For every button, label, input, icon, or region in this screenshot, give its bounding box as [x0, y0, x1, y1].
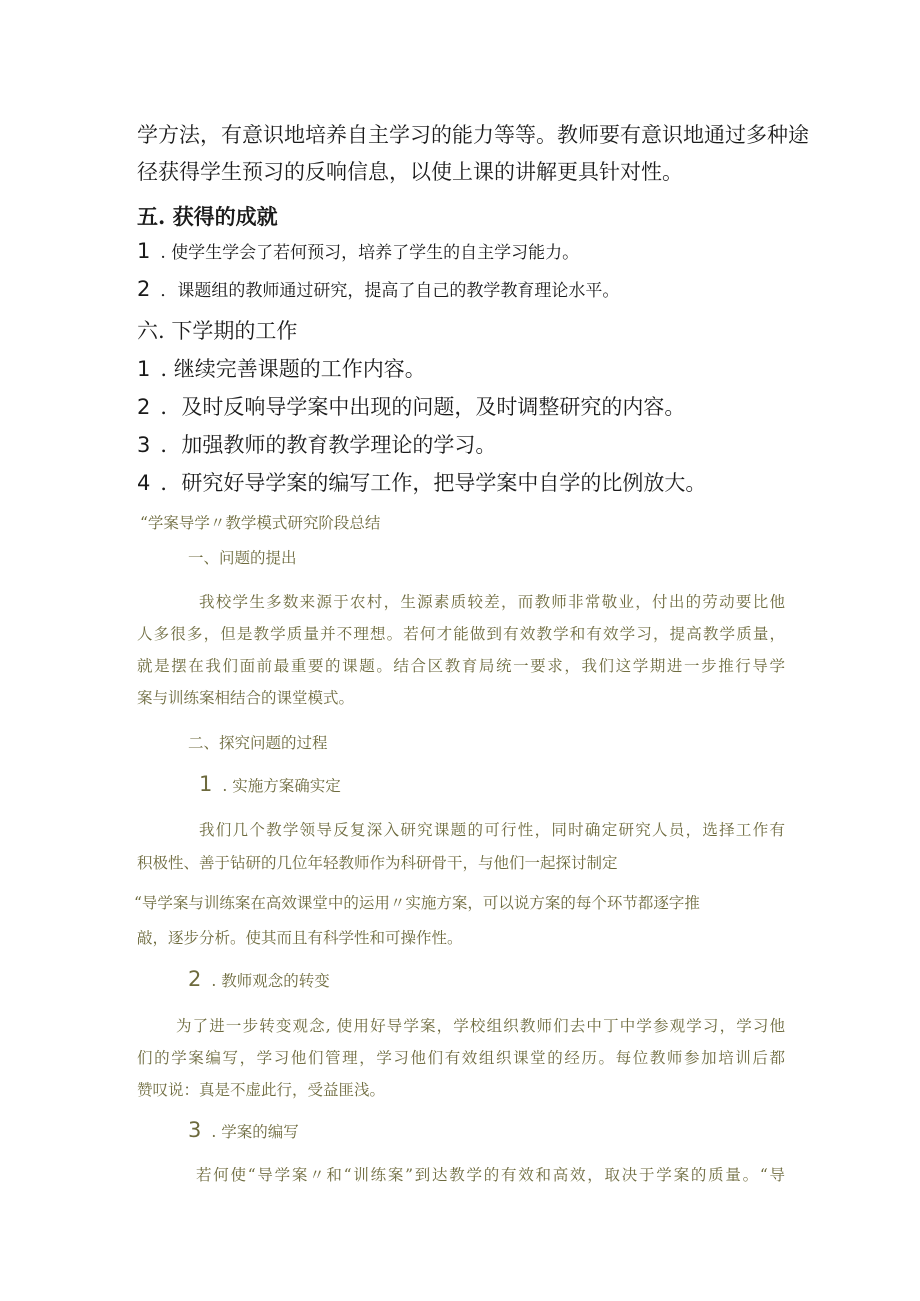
section-heading: 二、探究问题的过程 — [188, 734, 328, 752]
paragraph-line: 赞叹说：真是不虚此行，受益匪浅。 — [137, 1081, 386, 1099]
section-heading: 六. 下学期的工作 — [137, 319, 298, 343]
list-number: 4 — [137, 471, 151, 495]
list-text: ．课题组的教师通过研究，提高了自己的教学教育理论水平。 — [160, 281, 620, 301]
list-text: . 使学生学会了若何预习，培养了学生的自主学习能力。 — [160, 243, 580, 263]
sub-heading — [188, 967, 330, 991]
paragraph-line: 径获得学生预习的反响信息，以使上课的讲解更具针对性。 — [137, 160, 683, 184]
sub-heading — [199, 772, 341, 796]
sub-heading-number: 1 — [199, 772, 213, 796]
document-title: “学案导学〃教学模式研究阶段总结 — [140, 514, 381, 532]
section-heading: 五. 获得的成就 — [137, 204, 278, 229]
paragraph-line: 就是摆在我们面前最重要的课题。结合区教育局统一要求，我们这学期进一步推行导学 — [137, 657, 785, 675]
list-item — [137, 353, 426, 383]
list-number: 1 — [137, 239, 151, 263]
sub-heading-text: . 教师观念的转变 — [211, 972, 330, 990]
paragraph-line: 们的学案编写，学习他们管理，学习他们有效组织课堂的经历。每位教师参加培训后都 — [137, 1049, 785, 1067]
list-item — [137, 429, 496, 459]
list-number: 2 — [137, 277, 151, 301]
list-number: 1 — [137, 357, 151, 381]
list-text: ．研究好导学案的编写工作，把导学案中自学的比例放大。 — [160, 471, 707, 495]
paragraph-line: 案与训练案相结合的课堂模式。 — [137, 689, 355, 707]
list-item — [137, 467, 706, 497]
paragraph-line: 敲，逐步分析。使其而且有科学性和可操作性。 — [137, 929, 463, 947]
paragraph-line: 若何使“导学案〃和“训练案”到达教学的有效和高效，取决于学案的质量。“导 — [196, 1166, 785, 1184]
paragraph-line: “导学案与训练案在高效课堂中的运用〃实施方案，可以说方案的每个环节都逐字推 — [134, 894, 700, 912]
list-text: ．及时反响导学案中出现的问题，及时调整研究的内容。 — [160, 395, 686, 419]
sub-heading-text: . 学案的编写 — [211, 1123, 299, 1141]
sub-heading-text: . 实施方案确实定 — [222, 777, 341, 795]
list-item — [137, 276, 619, 301]
paragraph-line: 积极性、善于钻研的几位年轻教师作为科研骨干，与他们一起探讨制定 — [137, 854, 618, 872]
sub-heading — [188, 1118, 299, 1142]
list-item — [137, 238, 579, 263]
section-heading: 一、问题的提出 — [188, 549, 297, 567]
sub-heading-number: 3 — [188, 1118, 202, 1142]
sub-heading-number: 2 — [188, 967, 202, 991]
list-number: 2 — [137, 395, 151, 419]
paragraph-line: 人多很多，但是教学质量并不理想。若何才能做到有效教学和有效学习，提高教学质量， — [137, 625, 785, 643]
paragraph-line: 我们几个教学领导反复深入研究课题的可行性，同时确定研究人员，选择工作有 — [199, 821, 785, 839]
paragraph-line: 为了进一步转变观念, 使用好导学案，学校组织教师们去中丁中学参观学习，学习他 — [176, 1017, 785, 1035]
paragraph-line: 我校学生多数来源于农村，生源素质较差，而教师非常敬业，付出的劳动要比他 — [199, 593, 785, 611]
list-text: . 继续完善课题的工作内容。 — [160, 357, 426, 381]
list-text: ．加强教师的教育教学理论的学习。 — [160, 433, 497, 457]
list-item — [137, 391, 685, 421]
list-number: 3 — [137, 433, 151, 457]
paragraph-line: 学方法，有意识地培养自主学习的能力等等。教师要有意识地通过多种途 — [137, 123, 809, 147]
